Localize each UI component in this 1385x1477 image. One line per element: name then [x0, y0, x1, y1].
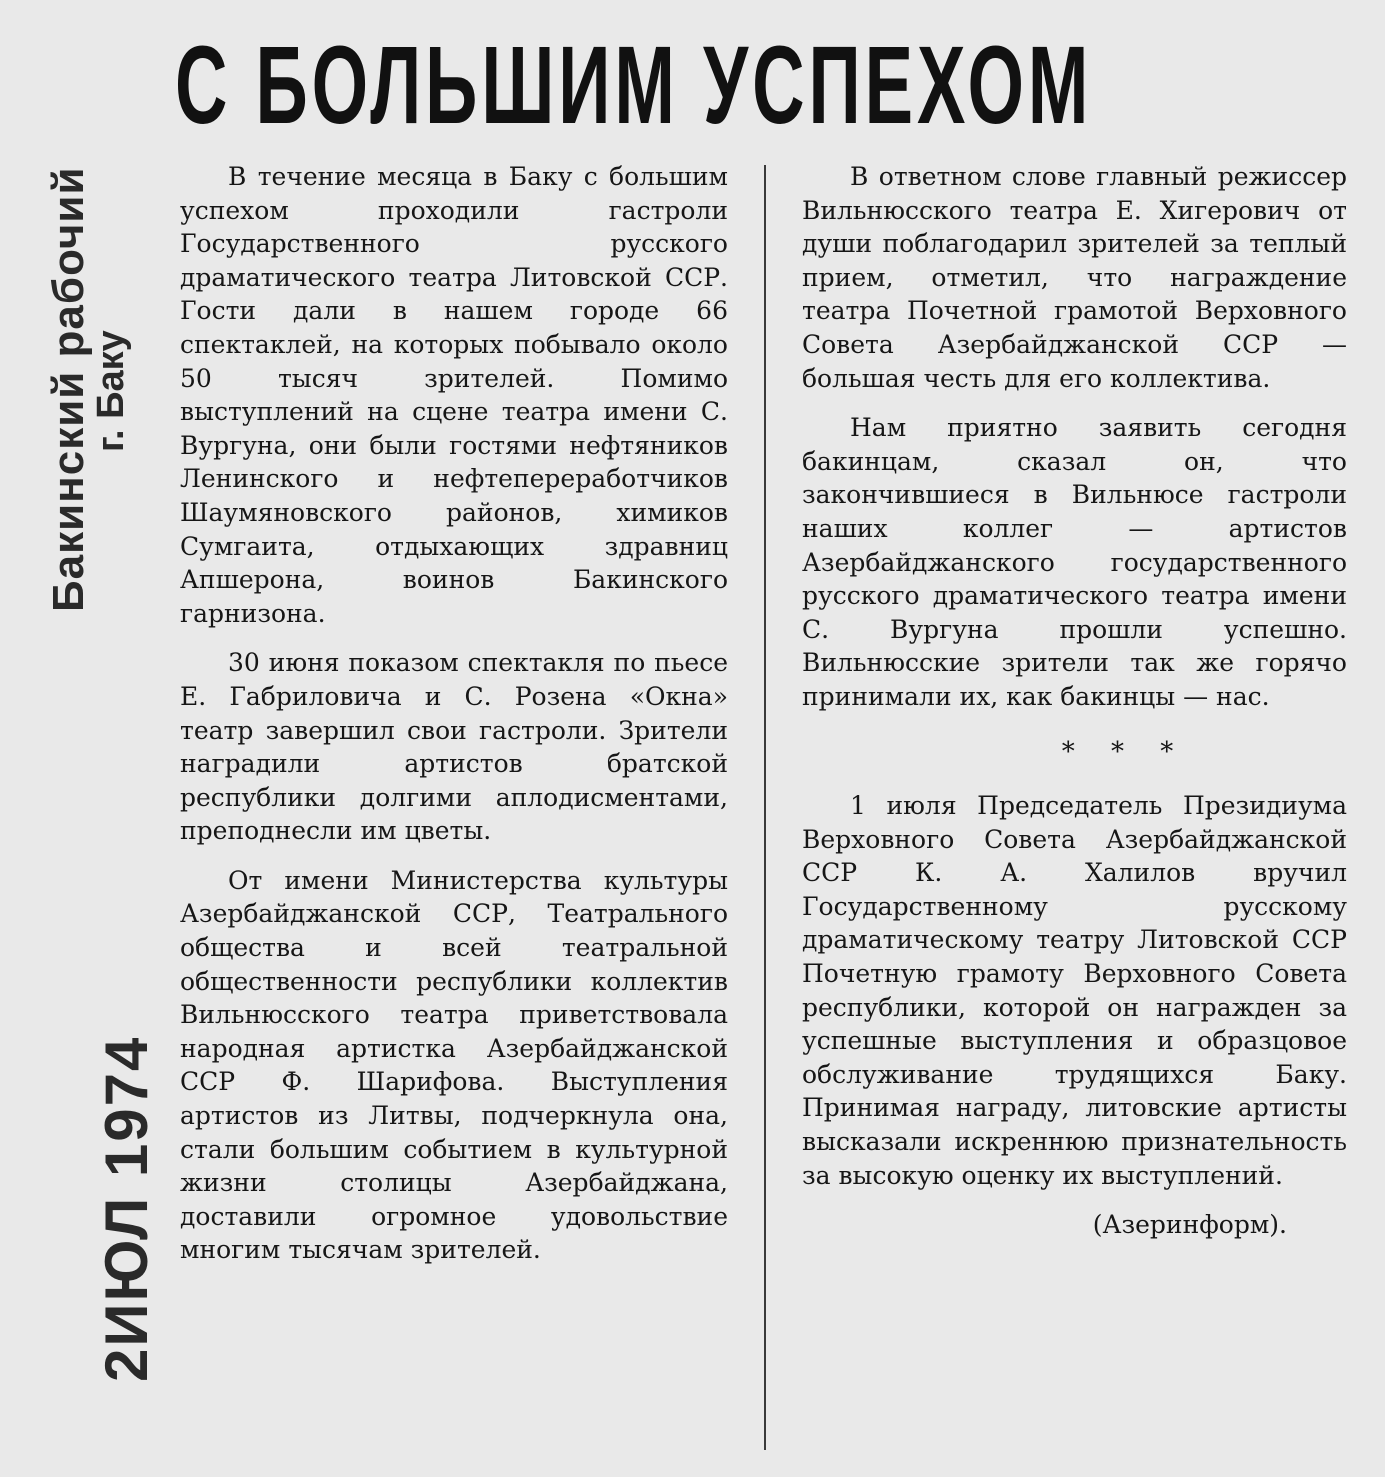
article-paragraph: 30 июня показом спектакля по пьесе Е. Габриловича и С. Розена «Окна» театр завершил свои гастроли. Зрители наградили артистов братской республики долгими аплодисментами, преподнесли им цветы. — [180, 648, 728, 846]
article-paragraph: В течение месяца в Баку с большим успехом проходили гастроли Государственного русского драматического театра Литовской ССР. Гости дали в нашем городе 66 спектаклей, на которых побывало около 50 тысяч зрителей. Помимо выступлений на сцене театра имени С. Вургуна, они были гостями нефтяников Ленинского и нефтепереработчиков Шаумяновского районов, химиков Сумгаита, отдыхающих здравниц Апшерона, воинов Бакинского гарнизона. — [180, 162, 728, 628]
article-paragraph: В ответном слове главный режиссер Вильнюсского театра Е. Хигерович от души поблагодарил зрителей за теплый прием, отметил, что награждение театра Почетной грамотой Верховного Совета Азербайджанской ССР — большая честь для его коллектива. — [802, 162, 1347, 393]
left-column — [180, 160, 728, 1283]
news-agency-credit: (Азеринформ). — [1092, 1210, 1287, 1240]
section-separator: * * * — [1061, 736, 1188, 767]
headline: С БОЛЬШИМ УСПЕХОМ — [175, 24, 1093, 147]
city-stamp: г. Баку — [90, 330, 132, 452]
right-column — [802, 160, 1347, 1242]
date-stamp: 2ИЮЛ 1974 — [93, 1035, 160, 1382]
article-paragraph: 1 июля Председатель Президиума Верховного Совета Азербайджанской ССР К. А. Халилов вручил Государственному русскому драматическому театру Литовской ССР Почетную грамоту Верховного Совета республики, которой он награжден за успешные выступления и образцовое обслуживание трудящихся Баку. Принимая награду, литовские артисты высказали искреннюю признательность за высокую оценку их выступлений. — [802, 791, 1347, 1190]
newspaper-name-stamp: Бакинский рабочий — [44, 166, 93, 612]
article-paragraph: От имени Министерства культуры Азербайджанской ССР, Театрального общества и всей театральной общественности республики коллектив Вильнюсского театра приветствовала народная артистка Азербайджанской ССР Ф. Шарифова. Выступления артистов из Литвы, подчеркнула она, стали большим событием в культурной жизни столицы Азербайджана, доставили огромное удовольствие многим тысячам зрителей. — [180, 865, 728, 1265]
column-divider — [764, 165, 766, 1450]
article-paragraph: Нам приятно заявить сегодня бакинцам, сказал он, что закончившиеся в Вильнюсе гастроли наших коллег — артистов Азербайджанского государственного русского драматического театра имени С. Вургуна прошли успешно. Вильнюсские зрители так же горячо принимали их, как бакинцы — нас. — [802, 413, 1347, 711]
